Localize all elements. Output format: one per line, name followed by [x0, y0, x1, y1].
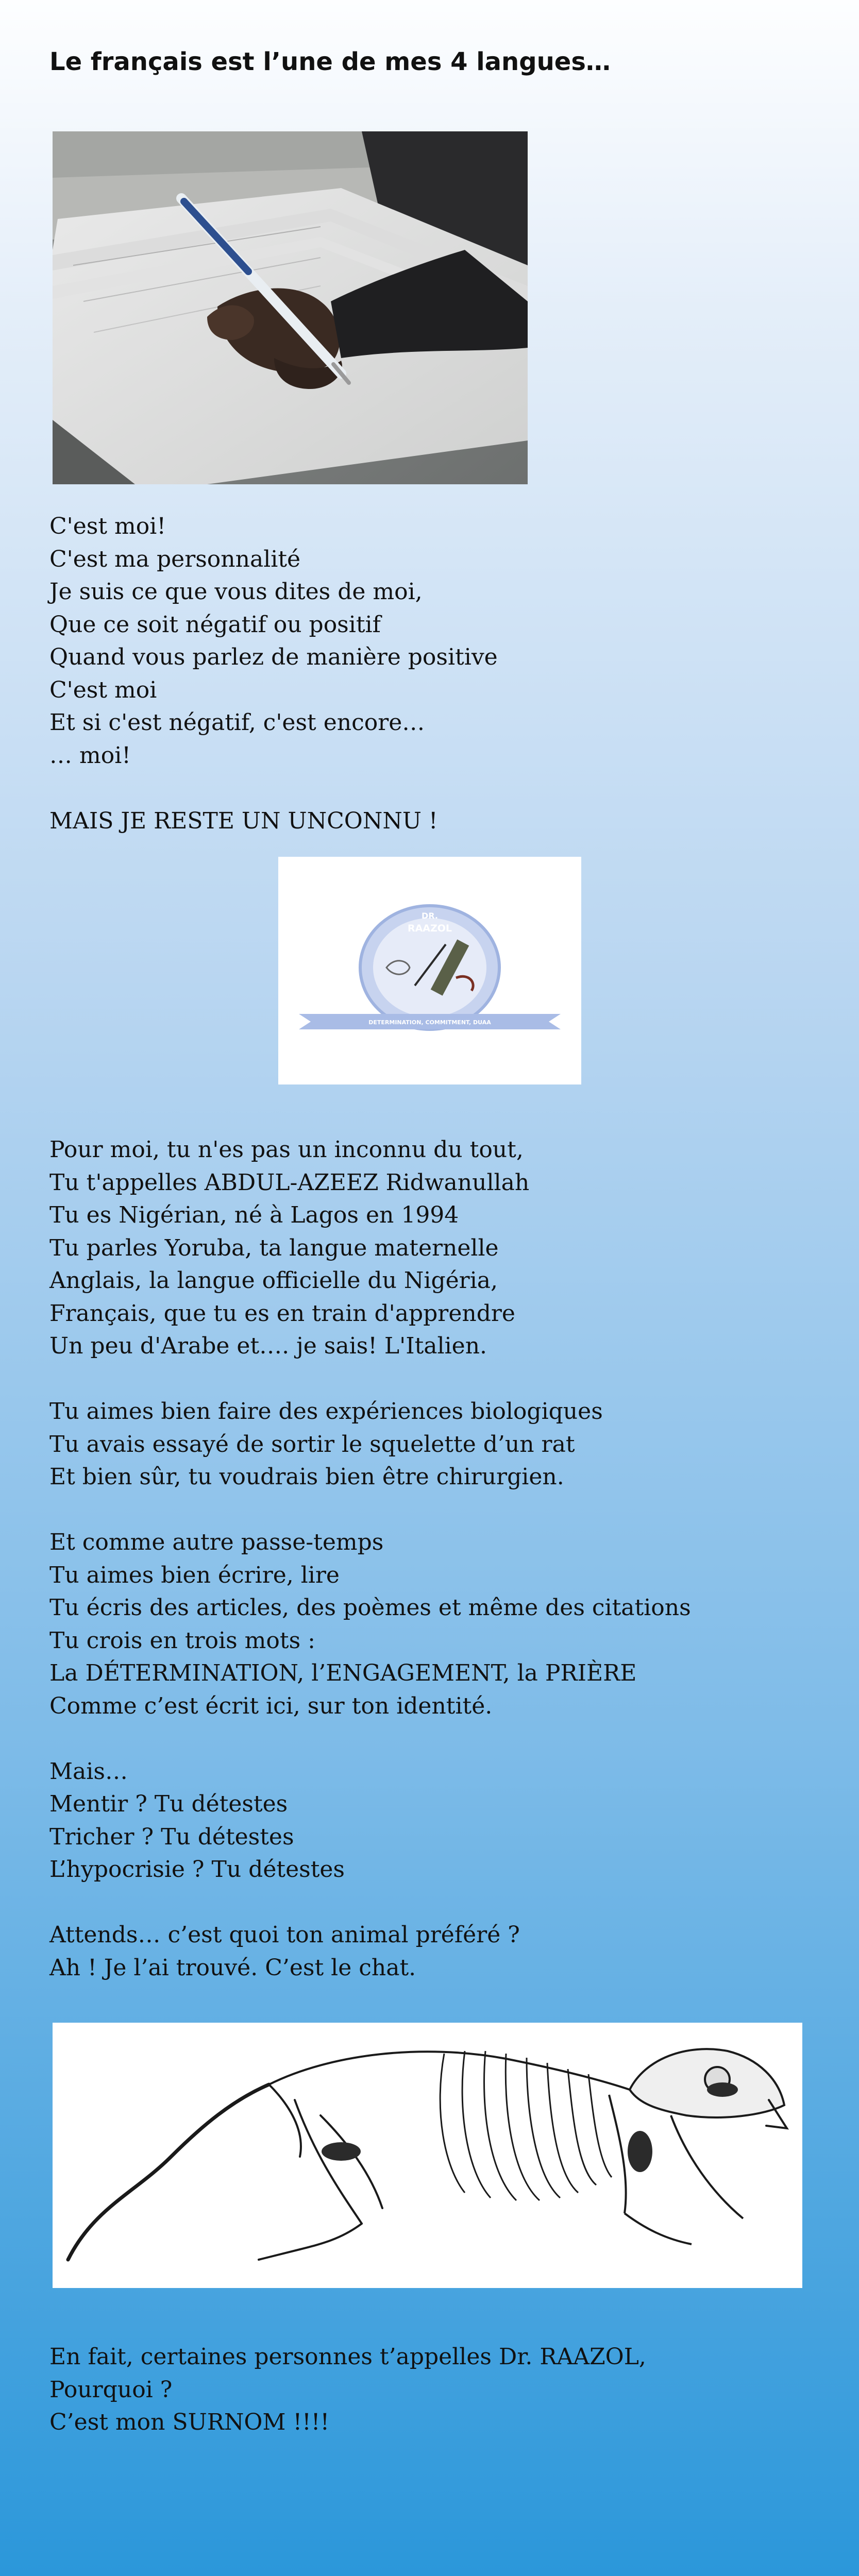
blank-line	[49, 1886, 691, 1919]
poem-line: Tu crois en trois mots :	[49, 1627, 315, 1654]
poem-line: Que ce soit négatif ou positif	[49, 611, 381, 638]
poem-line: La DÉTERMINATION, l’ENGAGEMENT, la PRIÈRE	[49, 1660, 637, 1686]
page-title: Le français est l’une de mes 4 langues…	[49, 47, 611, 76]
poem-line: C'est moi	[49, 676, 157, 703]
poem-line: Tu parles Yoruba, ta langue maternelle	[49, 1234, 499, 1261]
writing-hand-illustration	[53, 131, 528, 484]
poem-line: Mentir ? Tu détestes	[49, 1791, 288, 1817]
bio-poem	[49, 1133, 691, 1984]
poem-line: Et comme autre passe-temps	[49, 1529, 384, 1555]
poem-line: Et bien sûr, tu voudrais bien être chirurgien.	[49, 1464, 564, 1490]
poem-line: Français, que tu es en train d'apprendre	[49, 1300, 515, 1327]
poem-line: Anglais, la langue officielle du Nigéria,	[49, 1267, 498, 1294]
intro-poem	[49, 510, 498, 837]
logo-name: RAAZOL	[407, 923, 452, 934]
poem-line: C'est ma personnalité	[49, 546, 301, 572]
poem-line: Mais…	[49, 1758, 128, 1785]
poem-line: Tu es Nigérian, né à Lagos en 1994	[49, 1202, 459, 1228]
poem-line-emphasis: MAIS JE RESTE UN UNCONNU !	[49, 807, 438, 834]
poem-line: Tricher ? Tu détestes	[49, 1823, 294, 1850]
poem-line: Comme c’est écrit ici, sur ton identité.	[49, 1692, 493, 1719]
poem-line: C’est mon SURNOM !!!!	[49, 2409, 330, 2435]
blank-line	[49, 1722, 691, 1755]
poem-line: Quand vous parlez de manière positive	[49, 644, 498, 670]
poem-line: Un peu d'Arabe et…. je sais! L'Italien.	[49, 1333, 487, 1359]
poem-line: Pourquoi ?	[49, 2376, 173, 2403]
poem-line: Tu t'appelles ABDUL-AZEEZ Ridwanullah	[49, 1169, 530, 1196]
logo-top-text: DR.	[422, 911, 438, 921]
raazol-logo	[278, 857, 581, 1084]
poem-line: Ah ! Je l’ai trouvé. C’est le chat.	[49, 1954, 416, 1981]
poem-line: … moi!	[49, 742, 131, 769]
blank-line	[49, 1363, 691, 1396]
rat-skeleton-illustration	[53, 2023, 802, 2288]
logo-banner: DETERMINATION, COMMITMENT, DUAA	[368, 1019, 491, 1026]
poem-line: Tu avais essayé de sortir le squelette d’un rat	[49, 1431, 575, 1458]
rat-skeleton-image	[53, 2023, 802, 2288]
poem-line: Je suis ce que vous dites de moi,	[49, 579, 423, 605]
poem-line: Tu aimes bien écrire, lire	[49, 1562, 340, 1588]
blank-line	[49, 1494, 691, 1527]
poem-line: L’hypocrisie ? Tu détestes	[49, 1856, 345, 1883]
poem-line: Pour moi, tu n'es pas un inconnu du tout,	[49, 1137, 524, 1163]
raazol-logo-graphic	[278, 857, 581, 1084]
blank-line	[49, 772, 498, 805]
poem-line: Tu aimes bien faire des expériences biologiques	[49, 1398, 603, 1425]
poem-line: En fait, certaines personnes t’appelles Dr. RAAZOL,	[49, 2344, 646, 2370]
poem-line: C'est moi!	[49, 513, 166, 539]
poem-line: Et si c'est négatif, c'est encore…	[49, 709, 425, 736]
poem-line: Tu écris des articles, des poèmes et même des citations	[49, 1595, 691, 1621]
poem-line: Attends… c’est quoi ton animal préféré ?	[49, 1922, 520, 1948]
writing-hand-photo	[53, 131, 528, 484]
closing-poem	[49, 2341, 646, 2439]
